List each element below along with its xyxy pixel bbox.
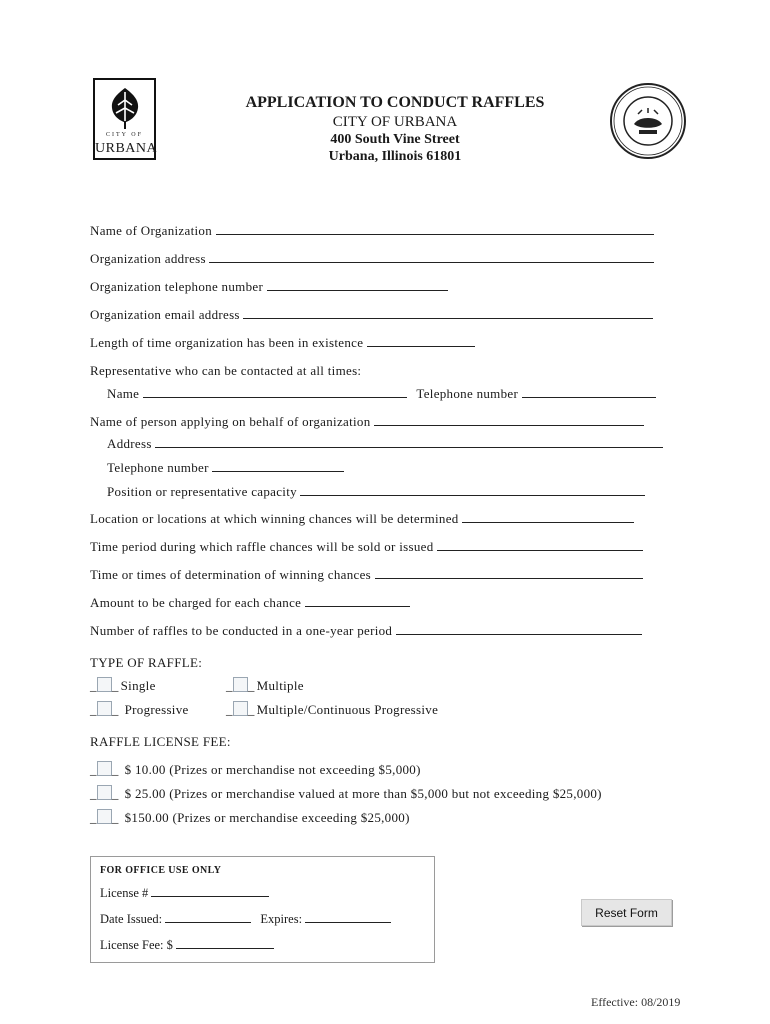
multiple-checkbox[interactable] xyxy=(233,677,248,692)
progressive-checkbox[interactable] xyxy=(97,701,112,716)
multiple-label: Multiple xyxy=(256,678,304,693)
fee-10-option: _ _ $ 10.00 (Prizes or merchandise not exceeding $5,000) xyxy=(90,762,421,777)
org-email-input[interactable] xyxy=(243,307,653,319)
number-raffles-input[interactable] xyxy=(396,623,642,635)
applicant-phone-field xyxy=(107,460,344,476)
office-use-box xyxy=(90,856,435,963)
location-label: Location or locations at which winning chances will be determined xyxy=(90,511,459,526)
rep-name-field xyxy=(107,386,656,402)
determination-times-label: Time or times of determination of winning chances xyxy=(90,567,372,582)
raffle-single-option: _ _ Single xyxy=(90,678,156,693)
rep-phone-input[interactable] xyxy=(522,386,656,398)
org-length-input[interactable] xyxy=(367,335,475,347)
org-phone-field xyxy=(90,279,448,295)
determination-times-input[interactable] xyxy=(375,567,643,579)
raffle-multi-cont-option: _ _ Multiple/Continuous Progressive xyxy=(226,702,439,717)
single-checkbox[interactable] xyxy=(97,677,112,692)
document-header xyxy=(200,93,590,165)
rep-heading: Representative who can be contacted at all times: xyxy=(90,363,362,378)
amount-field xyxy=(90,595,410,611)
applicant-name-field xyxy=(90,414,644,430)
org-name-input[interactable] xyxy=(216,223,654,235)
fee-25-label: $ 25.00 (Prizes or merchandise valued at more than $5,000 but not exceeding $25,000) xyxy=(124,786,602,801)
time-period-input[interactable] xyxy=(437,539,643,551)
fee-150-checkbox[interactable] xyxy=(97,809,112,824)
date-issued-input[interactable] xyxy=(165,911,251,923)
raffle-multiple-option: _ _ Multiple xyxy=(226,678,304,693)
location-input[interactable] xyxy=(462,511,634,523)
applicant-name-label: Name of person applying on behalf of organization xyxy=(90,414,371,429)
time-period-label: Time period during which raffle chances will be sold or issued xyxy=(90,539,434,554)
applicant-phone-label: Telephone number xyxy=(107,460,209,475)
page-title: APPLICATION TO CONDUCT RAFFLES xyxy=(245,94,545,111)
org-email-label: Organization email address xyxy=(90,307,240,322)
fee-150-option: _ _ $150.00 (Prizes or merchandise exceeding $25,000) xyxy=(90,810,410,825)
applicant-position-field xyxy=(107,484,645,500)
org-address-input[interactable] xyxy=(209,251,654,263)
leaf-icon xyxy=(107,86,143,130)
number-raffles-label: Number of raffles to be conducted in a one-year period xyxy=(90,623,393,638)
rep-phone-label: Telephone number xyxy=(416,386,519,401)
license-fee-label: License Fee: $ xyxy=(100,938,173,952)
applicant-phone-input[interactable] xyxy=(212,460,344,472)
applicant-address-input[interactable] xyxy=(155,436,663,448)
license-number-input[interactable] xyxy=(151,885,269,897)
logo-urbana: URBANA xyxy=(95,141,158,156)
single-label: Single xyxy=(120,678,156,693)
applicant-address-label: Address xyxy=(107,436,152,451)
org-address-field xyxy=(90,251,654,267)
raffle-progressive-option: _ _ Progressive xyxy=(90,702,189,717)
logo-city-of: CITY OF xyxy=(106,132,143,138)
rep-name-label: Name xyxy=(107,386,140,401)
fee-150-label: $150.00 (Prizes or merchandise exceeding $25,000) xyxy=(124,810,410,825)
fee-25-checkbox[interactable] xyxy=(97,785,112,800)
reset-form-button[interactable]: Reset Form xyxy=(581,899,672,926)
org-name-label: Name of Organization xyxy=(90,223,212,238)
license-number-field xyxy=(100,885,269,901)
effective-date: Effective: 08/2019 xyxy=(591,995,681,1009)
org-length-label: Length of time organization has been in existence xyxy=(90,335,364,350)
license-fee-field xyxy=(100,937,274,953)
number-raffles-field xyxy=(90,623,642,639)
office-use-title: FOR OFFICE USE ONLY xyxy=(100,865,222,876)
fee-25-option: _ _ $ 25.00 (Prizes or merchandise valued at more than $5,000 but not exceeding $25,000) xyxy=(90,786,602,801)
raffle-type-heading: TYPE OF RAFFLE: xyxy=(90,655,203,670)
applicant-address-field xyxy=(107,436,663,452)
org-phone-label: Organization telephone number xyxy=(90,279,264,294)
location-field xyxy=(90,511,634,527)
license-number-label: License # xyxy=(100,886,149,900)
determination-times-field xyxy=(90,567,643,583)
license-fee-input[interactable] xyxy=(176,937,274,949)
date-issued-field xyxy=(100,911,391,927)
time-period-field xyxy=(90,539,643,555)
multi-cont-label: Multiple/Continuous Progressive xyxy=(256,702,439,717)
amount-input[interactable] xyxy=(305,595,410,607)
applicant-name-input[interactable] xyxy=(374,414,644,426)
applicant-position-input[interactable] xyxy=(300,484,645,496)
city-seal-icon xyxy=(609,82,687,160)
applicant-position-label: Position or representative capacity xyxy=(107,484,297,499)
org-address-label: Organization address xyxy=(90,251,206,266)
org-email-field xyxy=(90,307,653,323)
org-name-field xyxy=(90,223,654,239)
expires-label: Expires: xyxy=(260,912,303,926)
street-address: 400 South Vine Street xyxy=(330,131,460,147)
fee-10-checkbox[interactable] xyxy=(97,761,112,776)
org-phone-input[interactable] xyxy=(267,279,448,291)
progressive-label: Progressive xyxy=(124,702,189,717)
expires-input[interactable] xyxy=(305,911,391,923)
fee-10-label: $ 10.00 (Prizes or merchandise not exceeding $5,000) xyxy=(124,762,421,777)
amount-label: Amount to be charged for each chance xyxy=(90,595,302,610)
rep-name-input[interactable] xyxy=(143,386,407,398)
city-logo xyxy=(93,78,156,160)
city-state: Urbana, Illinois 61801 xyxy=(328,148,462,164)
multi-cont-checkbox[interactable] xyxy=(233,701,248,716)
org-length-field xyxy=(90,335,475,351)
license-fee-heading: RAFFLE LICENSE FEE: xyxy=(90,734,231,749)
date-issued-label: Date Issued: xyxy=(100,912,163,926)
city-name: CITY OF URBANA xyxy=(332,113,458,130)
